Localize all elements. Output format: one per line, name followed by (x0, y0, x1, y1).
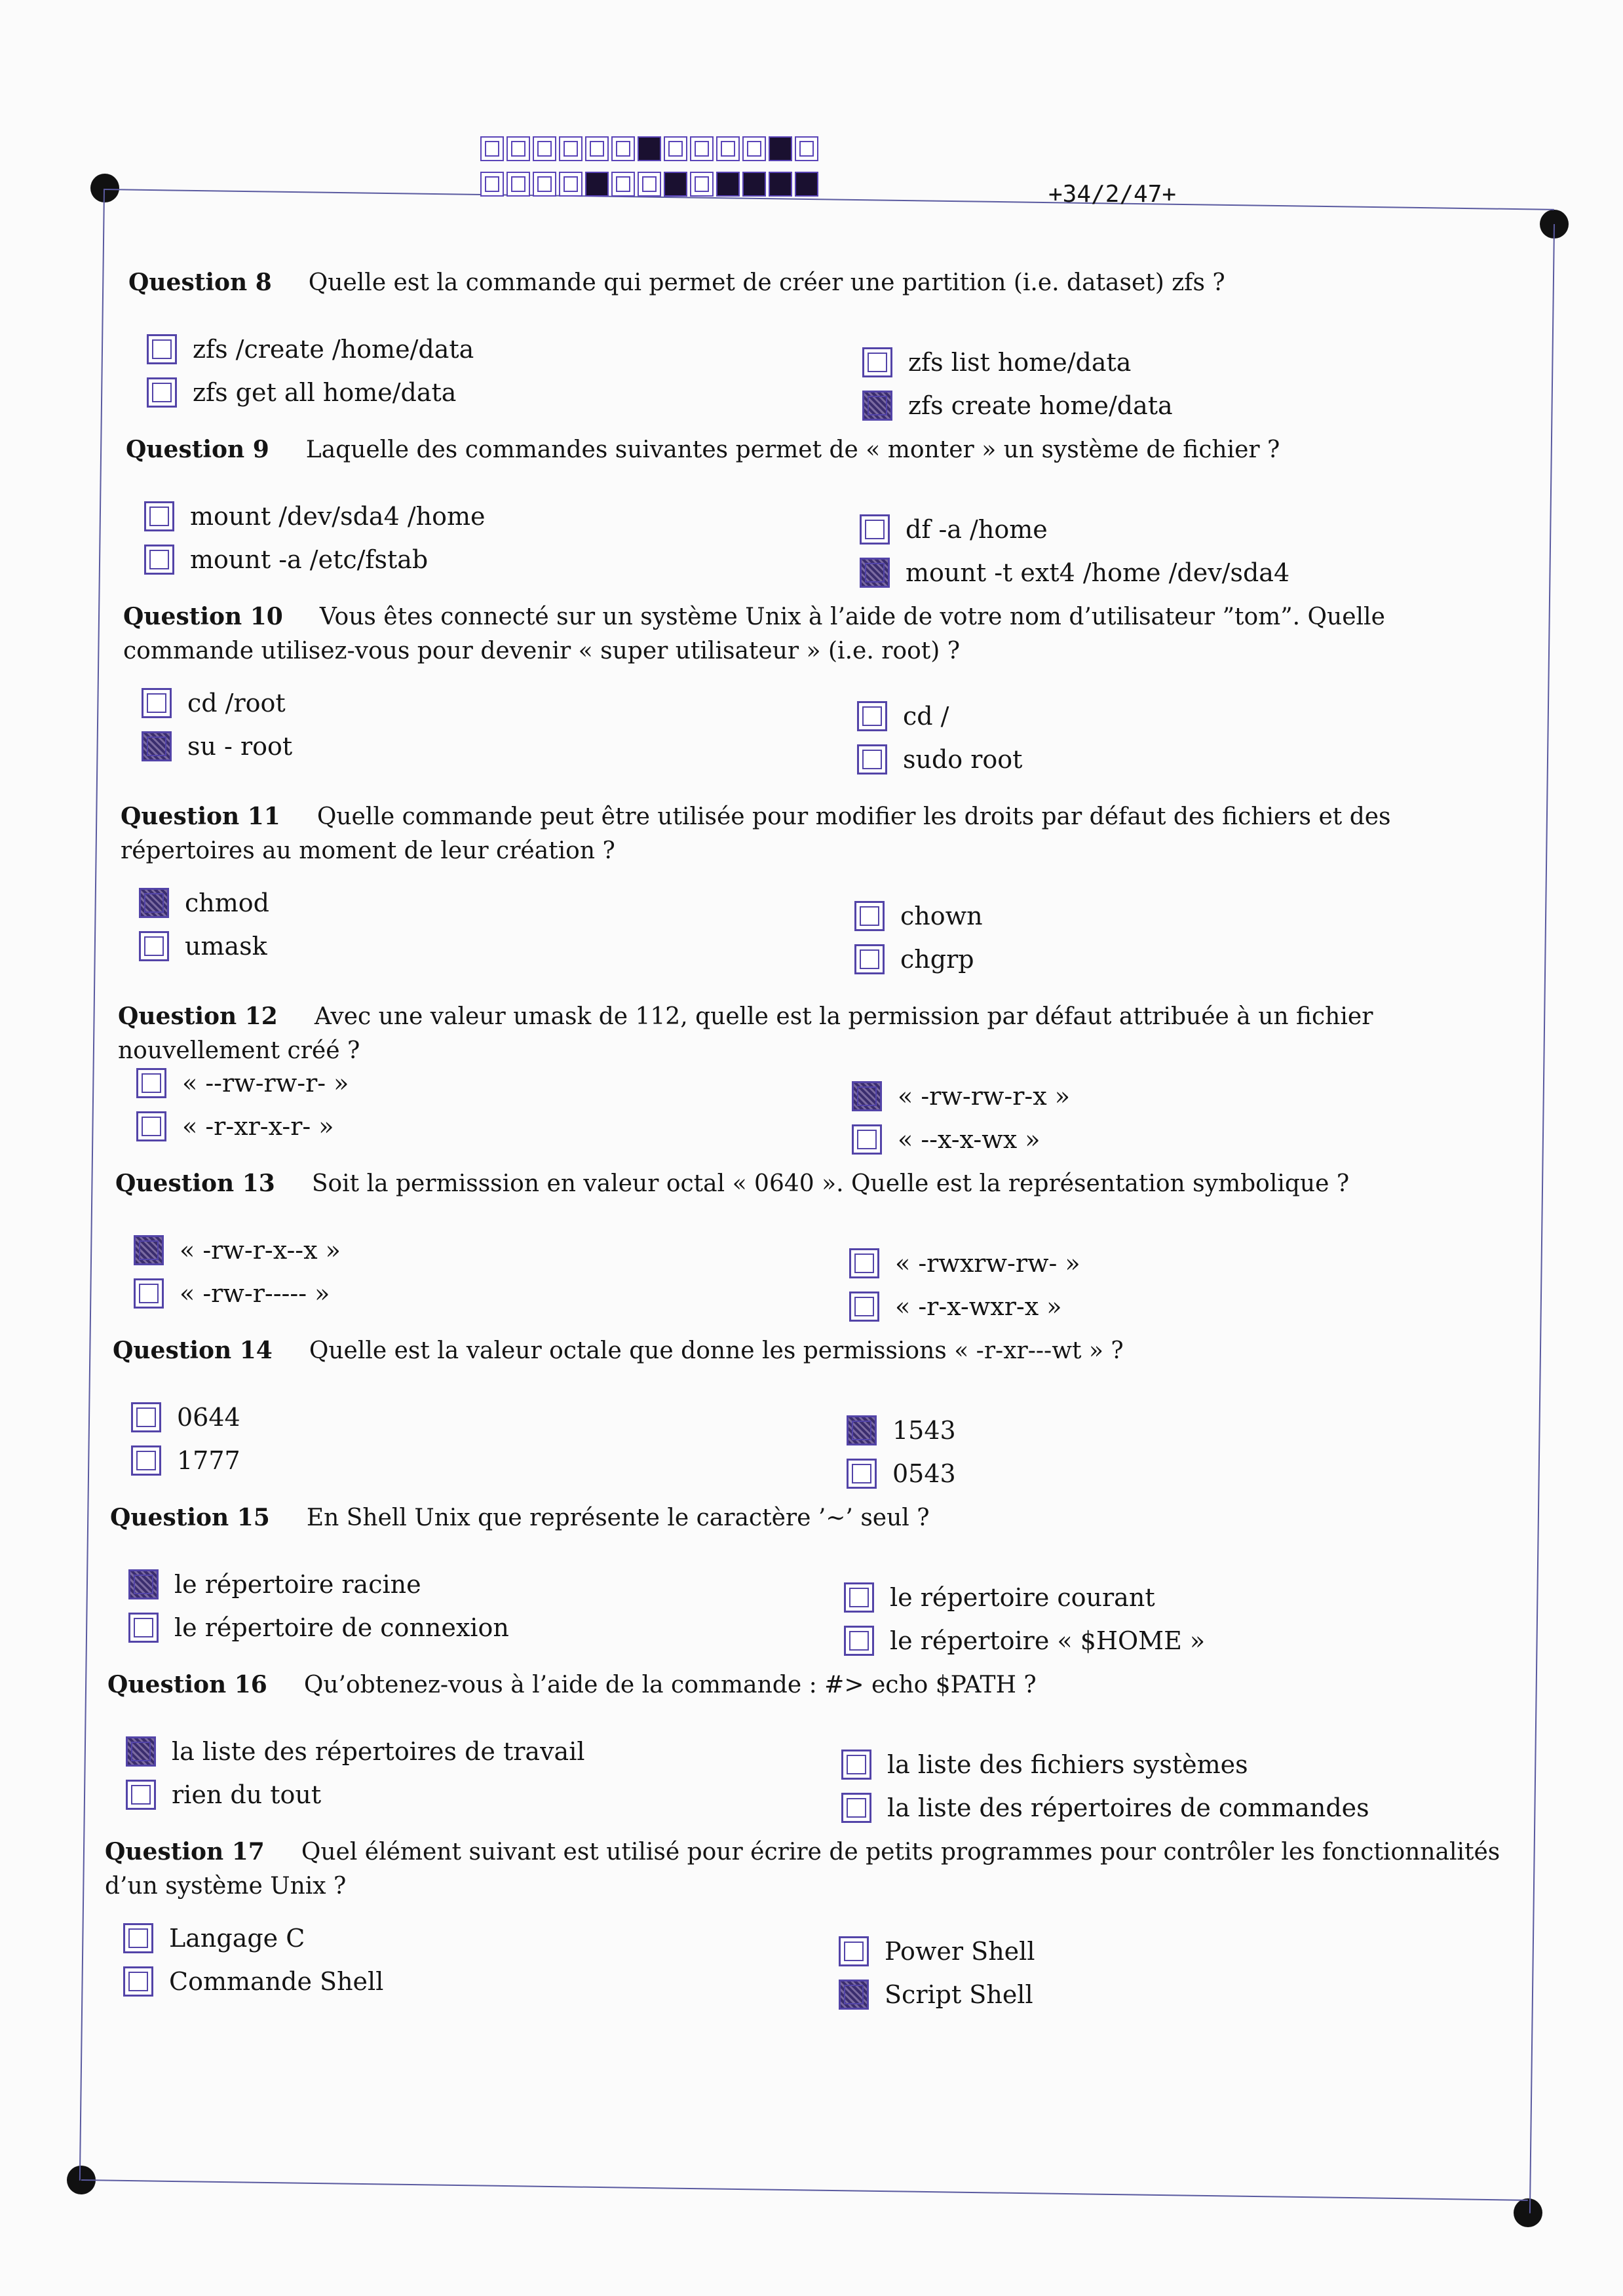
answer-option[interactable] (134, 1232, 341, 1269)
answer-label: 0644 (177, 1403, 240, 1432)
question-label: Question 14 (113, 1337, 273, 1364)
answer-label: 1777 (177, 1446, 240, 1475)
question-label: Question 12 (118, 1003, 278, 1030)
answer-option[interactable] (144, 541, 428, 578)
answer-option[interactable] (839, 1933, 1035, 1970)
answer-label: Script Shell (885, 1980, 1033, 2009)
code-cell (611, 136, 635, 161)
checkbox[interactable] (857, 744, 887, 775)
page-code-row-2 (480, 172, 821, 197)
answer-label: cd / (903, 702, 949, 731)
answer-label: zfs list home/data (908, 348, 1132, 377)
answer-option[interactable] (844, 1622, 1205, 1659)
answer-option[interactable] (142, 685, 286, 721)
question-text: Vous êtes connecté sur un système Unix à l’aide de votre nom d’utilisateur ”tom”. Quelle commande utilisez-vous pour devenir « super utilisateur » (i.e. root) ? (123, 603, 1385, 664)
code-cell (638, 136, 661, 161)
checkbox[interactable] (134, 1278, 164, 1309)
answer-label: umask (185, 932, 267, 961)
code-cell (480, 136, 504, 161)
answer-option[interactable] (844, 1579, 1155, 1616)
question-label: Question 9 (126, 436, 269, 463)
question-text: Quelle commande peut être utilisée pour modifier les droits par défaut des fichiers et des répertoires au moment de leur création ? (121, 803, 1391, 864)
checkbox[interactable] (147, 334, 177, 364)
answer-option[interactable] (847, 1455, 956, 1492)
answer-label: « -rw-rw-r-x » (898, 1082, 1070, 1111)
question-block (0, 1166, 1623, 1330)
question-block (0, 600, 1623, 774)
answer-option[interactable] (854, 898, 983, 934)
question-text: Quelle est la valeur octale que donne les permissions « -r-xr---wt » ? (309, 1337, 1124, 1364)
answer-label: la liste des répertoires de commandes (887, 1793, 1369, 1822)
answer-label: le répertoire « $HOME » (890, 1626, 1206, 1655)
code-cell (795, 172, 818, 197)
code-cell (769, 172, 792, 197)
answer-option[interactable] (862, 387, 1173, 424)
answer-option[interactable] (131, 1399, 240, 1436)
question-text: Quelle est la commande qui permet de créer une partition (i.e. dataset) zfs ? (308, 269, 1225, 296)
question-stem (118, 999, 1514, 1068)
code-cell (559, 136, 582, 161)
answer-option[interactable] (857, 741, 1022, 778)
frame-top (105, 189, 1554, 210)
answer-label: sudo root (903, 745, 1023, 774)
code-cell (506, 136, 530, 161)
answer-label: chgrp (900, 945, 974, 974)
answer-label: « --x-x-wx » (898, 1125, 1041, 1154)
answer-option[interactable] (860, 554, 1289, 591)
answer-option[interactable] (123, 1920, 305, 1957)
code-cell (506, 172, 530, 197)
checkbox[interactable] (136, 1068, 166, 1098)
registration-mark-bottom-right (1514, 2198, 1542, 2227)
checked-checkbox[interactable] (128, 1569, 159, 1599)
checked-checkbox[interactable] (126, 1736, 156, 1767)
answer-label: cd /root (187, 689, 286, 718)
answer-label: mount -a /etc/fstab (190, 545, 429, 574)
answer-option[interactable] (852, 1078, 1070, 1115)
answer-label: rien du tout (172, 1780, 322, 1809)
checkbox[interactable] (849, 1292, 879, 1322)
question-stem (110, 1501, 1506, 1535)
code-cell (795, 136, 818, 161)
code-cell (480, 172, 504, 197)
answer-option[interactable] (126, 1776, 321, 1813)
question-block (0, 799, 1623, 974)
checkbox[interactable] (862, 347, 892, 377)
code-cell (533, 136, 556, 161)
question-stem (123, 600, 1519, 668)
answer-label: 1543 (892, 1416, 956, 1445)
code-cell (611, 172, 635, 197)
answer-label: mount -t ext4 /home /dev/sda4 (906, 558, 1290, 587)
answer-label: « --rw-rw-r- » (182, 1069, 349, 1098)
checkbox[interactable] (841, 1750, 871, 1780)
code-cell (559, 172, 582, 197)
question-label: Question 16 (107, 1671, 267, 1698)
question-block (0, 1333, 1623, 1497)
checkbox[interactable] (852, 1124, 882, 1155)
answer-option[interactable] (144, 498, 486, 535)
checkbox[interactable] (123, 1966, 153, 1997)
page-code-row-1 (480, 136, 821, 161)
question-label: Question 10 (123, 603, 283, 630)
checkbox[interactable] (860, 514, 890, 545)
answer-option[interactable] (841, 1789, 1369, 1826)
code-cell (585, 136, 609, 161)
answer-option[interactable] (139, 885, 269, 921)
answer-option[interactable] (857, 698, 949, 735)
answer-option[interactable] (139, 928, 267, 965)
checkbox[interactable] (144, 501, 174, 531)
answer-label: Power Shell (885, 1937, 1035, 1966)
checked-checkbox[interactable] (847, 1415, 877, 1445)
question-block (0, 432, 1623, 596)
answer-option[interactable] (847, 1412, 956, 1449)
answer-option[interactable] (134, 1275, 330, 1312)
answer-option[interactable] (841, 1746, 1248, 1783)
code-cell (585, 172, 609, 197)
question-block (0, 1668, 1623, 1831)
checkbox[interactable] (841, 1793, 871, 1823)
code-cell (533, 172, 556, 197)
question-text: Soit la permisssion en valeur octal « 0640 ». Quelle est la représentation symbolique ? (311, 1170, 1350, 1197)
checkbox[interactable] (854, 901, 885, 931)
question-text: Quel élément suivant est utilisé pour écrire de petits programmes pour contrôler les fonctionnalités d’un système Unix ? (105, 1839, 1500, 1900)
question-stem (121, 799, 1516, 868)
question-text: Qu’obtenez-vous à l’aide de la commande : #> echo $PATH ? (303, 1672, 1037, 1698)
answer-label: 0543 (892, 1459, 956, 1488)
registration-mark-top-left (90, 174, 119, 202)
checkbox[interactable] (131, 1445, 161, 1476)
answer-option[interactable] (131, 1442, 240, 1479)
question-stem (128, 265, 1524, 300)
answer-label: « -rwxrw-rw- » (895, 1249, 1080, 1278)
code-cell (769, 136, 792, 161)
answer-label: chown (900, 902, 983, 930)
question-text: Laquelle des commandes suivantes permet de « monter » un système de fichier ? (305, 436, 1280, 463)
checkbox[interactable] (123, 1923, 153, 1953)
question-stem (105, 1835, 1500, 1904)
checkbox[interactable] (139, 931, 169, 961)
answer-option[interactable] (128, 1609, 509, 1646)
answer-option[interactable] (849, 1245, 1080, 1282)
code-cell (690, 136, 714, 161)
code-cell (716, 172, 740, 197)
checkbox[interactable] (844, 1626, 874, 1656)
checkbox[interactable] (147, 377, 177, 408)
answer-option[interactable] (839, 1976, 1033, 2013)
checkbox[interactable] (131, 1402, 161, 1432)
answer-label: « -rw-r-x--x » (180, 1236, 341, 1265)
question-label: Question 13 (115, 1170, 275, 1197)
answer-option[interactable] (147, 374, 456, 411)
question-text: Avec une valeur umask de 112, quelle est la permission par défaut attribuée à un fichier nouvellement créé ? (118, 1003, 1373, 1064)
answer-label: mount /dev/sda4 /home (190, 502, 486, 531)
answer-label: « -rw-r----- » (180, 1279, 330, 1308)
checked-checkbox[interactable] (139, 888, 169, 918)
answer-label: « -r-xr-x-r- » (182, 1112, 334, 1141)
question-stem (107, 1668, 1503, 1702)
checkbox[interactable] (144, 545, 174, 575)
checked-checkbox[interactable] (862, 391, 892, 421)
checked-checkbox[interactable] (839, 1980, 869, 2010)
question-block (0, 1835, 1623, 2009)
answer-label: la liste des répertoires de travail (172, 1737, 585, 1766)
code-cell (742, 136, 766, 161)
question-stem (126, 432, 1521, 467)
code-cell (742, 172, 766, 197)
checkbox[interactable] (839, 1936, 869, 1966)
answer-option[interactable] (147, 331, 474, 368)
question-text: En Shell Unix que représente le caractère ’∼’ seul ? (306, 1504, 930, 1531)
answer-label: zfs /create /home/data (193, 335, 474, 364)
page-identifier: +34/2/47+ (1048, 181, 1177, 208)
question-label: Question 15 (110, 1504, 270, 1531)
answer-option[interactable] (852, 1121, 1041, 1158)
checked-checkbox[interactable] (860, 558, 890, 588)
question-stem (115, 1166, 1511, 1201)
checked-checkbox[interactable] (852, 1081, 882, 1111)
checkbox[interactable] (126, 1780, 156, 1810)
code-cell (690, 172, 714, 197)
checkbox[interactable] (844, 1582, 874, 1613)
answer-option[interactable] (126, 1733, 585, 1770)
answer-option[interactable] (128, 1566, 421, 1603)
answer-option[interactable] (136, 1108, 334, 1145)
answer-label: Langage C (169, 1924, 305, 1953)
answer-option[interactable] (862, 344, 1131, 381)
frame-bottom (81, 2179, 1528, 2201)
answer-option[interactable] (860, 511, 1048, 548)
answer-label: su - root (187, 732, 293, 761)
question-label: Question 17 (105, 1838, 265, 1866)
answer-label: Commande Shell (169, 1967, 384, 1996)
checkbox[interactable] (857, 701, 887, 731)
checkbox[interactable] (142, 688, 172, 718)
checked-checkbox[interactable] (142, 731, 172, 761)
question-block (0, 1501, 1623, 1664)
code-cell (716, 136, 740, 161)
answer-label: zfs get all home/data (193, 378, 457, 407)
checkbox[interactable] (128, 1613, 159, 1643)
question-block (0, 265, 1623, 429)
answer-option[interactable] (123, 1963, 383, 2000)
question-label: Question 8 (128, 269, 272, 296)
answer-option[interactable] (136, 1065, 349, 1101)
answer-label: la liste des fichiers systèmes (887, 1750, 1248, 1779)
answer-label: « -r-x-wxr-x » (895, 1292, 1062, 1321)
checked-checkbox[interactable] (134, 1235, 164, 1265)
answer-option[interactable] (854, 941, 974, 978)
question-block (0, 999, 1623, 1163)
answer-label: chmod (185, 889, 269, 917)
checkbox[interactable] (136, 1111, 166, 1141)
checkbox[interactable] (847, 1459, 877, 1489)
code-cell (638, 172, 661, 197)
code-cell (664, 172, 687, 197)
answer-label: le répertoire racine (174, 1570, 421, 1599)
answer-option[interactable] (142, 728, 292, 765)
answer-option[interactable] (849, 1288, 1062, 1325)
answer-label: le répertoire de connexion (174, 1613, 509, 1642)
checkbox[interactable] (854, 944, 885, 974)
answer-label: df -a /home (906, 515, 1048, 544)
answer-label: le répertoire courant (890, 1583, 1155, 1612)
question-stem (113, 1333, 1508, 1368)
answer-label: zfs create home/data (908, 391, 1173, 420)
code-cell (664, 136, 687, 161)
question-label: Question 11 (121, 803, 280, 830)
checkbox[interactable] (849, 1248, 879, 1278)
